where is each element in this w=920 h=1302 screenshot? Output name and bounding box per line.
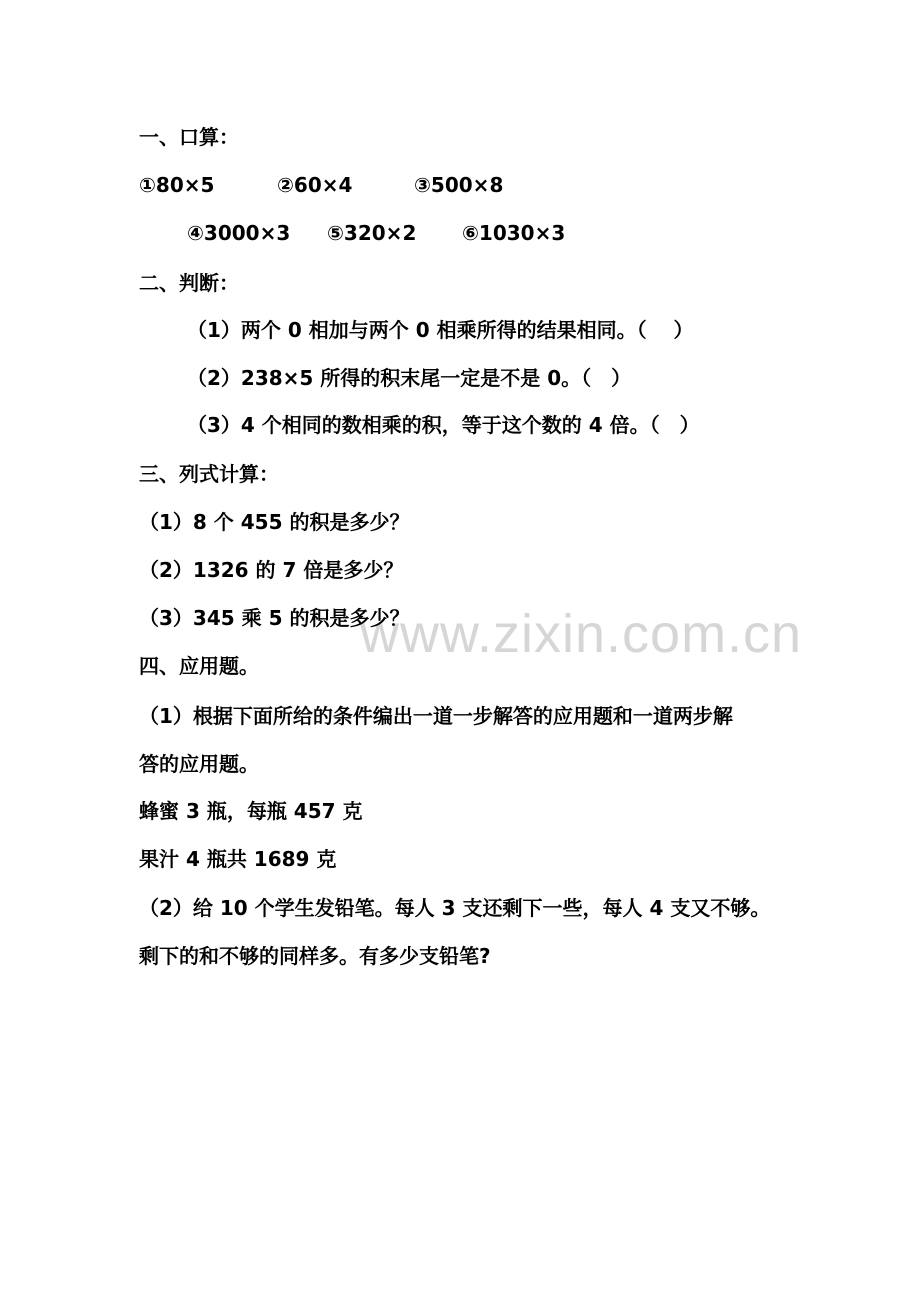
- judgment-item-3: （3）4 个相同的数相乘的积，等于这个数的 4 倍。（ ）: [187, 413, 700, 437]
- word-problem-1-line-2: 答的应用题。: [139, 752, 259, 776]
- calculation-item-1: （1）8 个 455 的积是多少？: [139, 510, 410, 534]
- section-3-heading: 三、列式计算：: [139, 462, 279, 486]
- mental-math-item-6: ⑥1030×3: [462, 221, 566, 245]
- section-2-heading: 二、判断：: [139, 271, 239, 295]
- mental-math-item-1: ①80×5: [139, 173, 215, 197]
- word-problem-2-line-2: 剩下的和不够的同样多。有多少支铅笔?: [139, 944, 491, 968]
- calculation-item-2: （2）1326 的 7 倍是多少？: [139, 558, 404, 582]
- mental-math-item-3: ③500×8: [414, 173, 504, 197]
- judgment-item-1: （1）两个 0 相加与两个 0 相乘所得的结果相同。（ ）: [187, 318, 694, 342]
- mental-math-item-2: ②60×4: [277, 173, 353, 197]
- section-1-heading: 一、口算：: [139, 125, 239, 149]
- mental-math-item-4: ④3000×3: [187, 221, 291, 245]
- condition-juice: 果汁 4 瓶共 1689 克: [139, 847, 337, 871]
- calculation-item-3: （3）345 乘 5 的积是多少？: [139, 606, 410, 630]
- watermark: www.zixin.com.cn: [360, 604, 803, 664]
- word-problem-2-line-1: （2）给 10 个学生发铅笔。每人 3 支还剩下一些，每人 4 支又不够。: [139, 896, 771, 920]
- section-4-heading: 四、应用题。: [139, 654, 259, 678]
- condition-honey: 蜂蜜 3 瓶，每瓶 457 克: [139, 799, 363, 823]
- mental-math-item-5: ⑤320×2: [327, 221, 417, 245]
- judgment-item-2: （2）238×5 所得的积末尾一定是不是 0。（ ）: [187, 366, 632, 390]
- word-problem-1-line-1: （1）根据下面所给的条件编出一道一步解答的应用题和一道两步解: [139, 704, 733, 728]
